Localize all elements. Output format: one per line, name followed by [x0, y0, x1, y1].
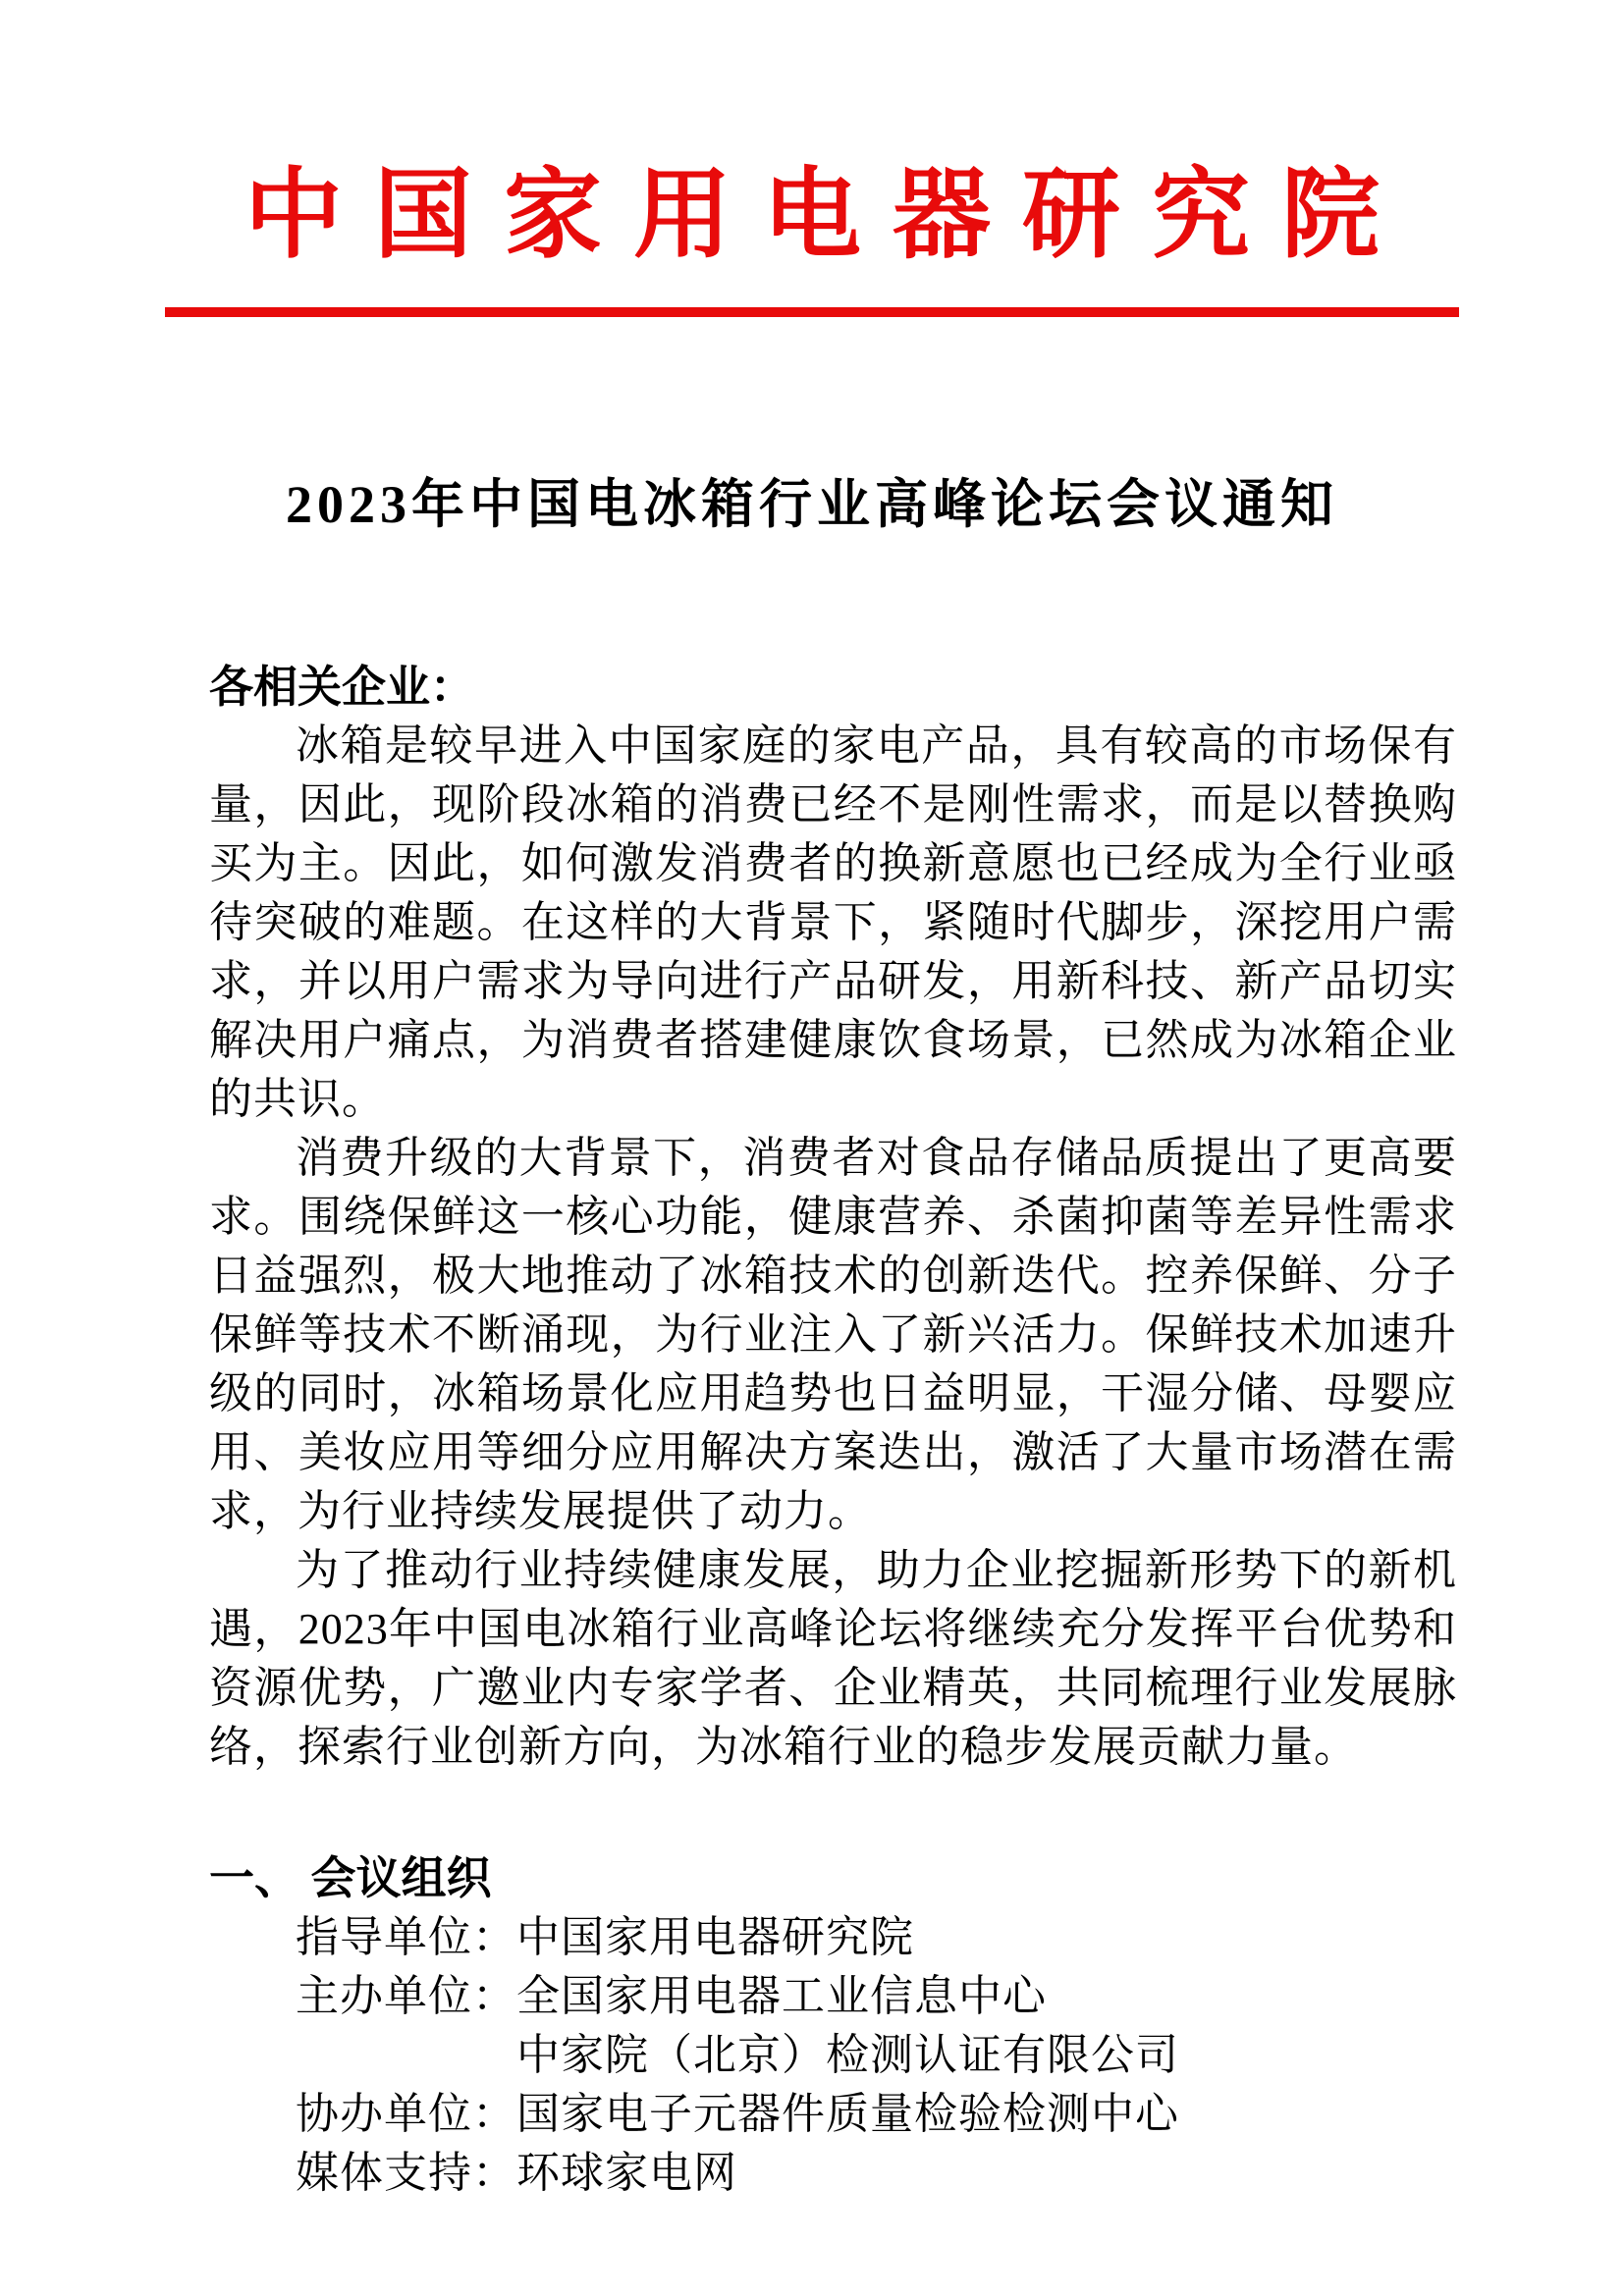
letterhead-rule: [165, 307, 1459, 317]
salutation: 各相关企业：: [209, 663, 475, 712]
org-value: 全国家用电器工业信息中心: [516, 1972, 1047, 2020]
org-label: 指导单位：: [296, 1913, 516, 1961]
org-value: 环球家电网: [516, 2149, 737, 2197]
org-row-guidance-unit: [296, 1908, 1457, 1967]
document-title: 2023年中国电冰箱行业高峰论坛会议通知: [286, 475, 1338, 534]
org-value: 中国家用电器研究院: [516, 1913, 914, 1961]
org-row-host-unit: [296, 1967, 1457, 2085]
org-label: 主办单位：: [296, 1972, 516, 2020]
paragraph-2: 消费升级的大背景下，消费者对食品存储品质提出了更高要求。围绕保鲜这一核心功能，健康营养、杀菌抑菌等差异性需求日益强烈，极大地推动了冰箱技术的创新迭代。控养保鲜、分子保鲜等技术不断涌现，为行业注入了新兴活力。保鲜技术加速升级的同时，冰箱场景化应用趋势也日益明显，干湿分储、母婴应用、美妆应用等细分应用解决方案迭出，激活了大量市场潜在需求，为行业持续发展提供了动力。: [209, 1134, 1457, 1535]
section-heading-meeting-organization: 一、 会议组织: [209, 1853, 492, 1903]
org-label: 媒体支持：: [296, 2149, 516, 2197]
org-value: 国家电子元器件质量检验检测中心: [516, 2090, 1179, 2138]
organization-list: [209, 1908, 1457, 2203]
org-label: 协办单位：: [296, 2090, 516, 2138]
org-row-media-support: [296, 2144, 1457, 2203]
org-row-co-organizer: [296, 2085, 1457, 2144]
paragraph-3: 为了推动行业持续健康发展，助力企业挖掘新形势下的新机遇，2023年中国电冰箱行业高峰论坛将继续充分发挥平台优势和资源优势，广邀业内专家学者、企业精英，共同梳理行业发展脉络，探索行业创新方向，为冰箱行业的稳步发展贡献力量。: [209, 1546, 1457, 1771]
org-value-secondary: 中家院（北京）检测认证有限公司: [516, 2031, 1179, 2079]
document-body: [209, 658, 1457, 2203]
letterhead-title: 中国家用电器研究院: [244, 161, 1411, 270]
org-value-group: [516, 1967, 1457, 2085]
letterhead: [165, 0, 1459, 317]
paragraph-1: 冰箱是较早进入中国家庭的家电产品，具有较高的市场保有量，因此，现阶段冰箱的消费已经不是刚性需求，而是以替换购买为主。因此，如何激发消费者的换新意愿也已经成为全行业亟待突破的难题。在这样的大背景下，紧随时代脚步，深挖用户需求，并以用户需求为导向进行产品研发，用新科技、新产品切实解决用户痛点，为消费者搭建健康饮食场景，已然成为冰箱企业的共识。: [209, 721, 1457, 1123]
